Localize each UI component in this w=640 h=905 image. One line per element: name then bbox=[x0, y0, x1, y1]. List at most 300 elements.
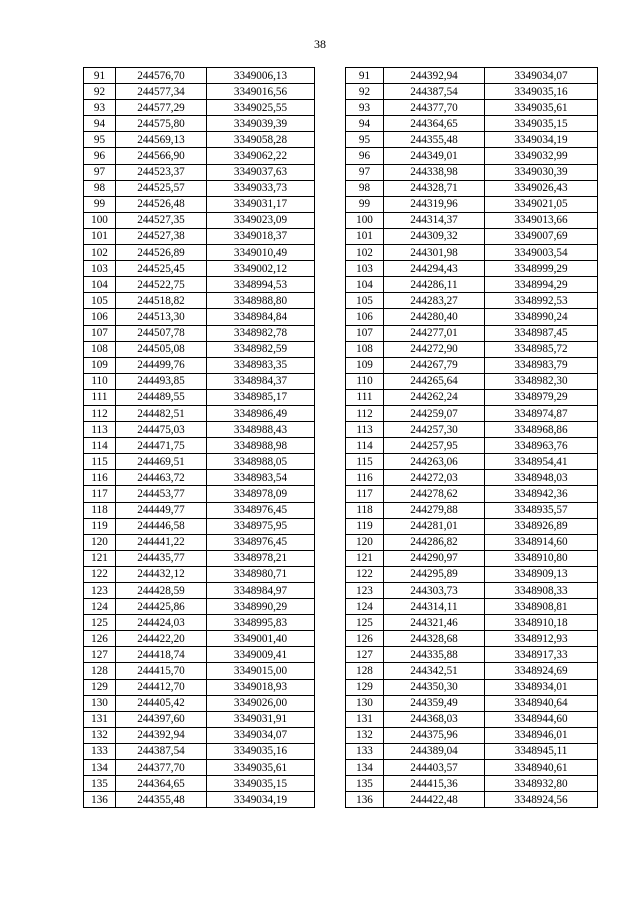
table-row bbox=[346, 405, 598, 421]
table-row bbox=[346, 68, 598, 84]
table-row bbox=[346, 470, 598, 486]
table-row bbox=[84, 743, 315, 759]
x-coordinate-cell: 244319,96 bbox=[384, 196, 485, 212]
table-row bbox=[84, 518, 315, 534]
point-number-cell: 92 bbox=[346, 84, 384, 100]
y-coordinate-cell: 3349001,40 bbox=[207, 631, 315, 647]
y-coordinate-cell: 3348932,80 bbox=[485, 776, 598, 792]
point-number-cell: 126 bbox=[346, 631, 384, 647]
x-coordinate-cell: 244377,70 bbox=[116, 760, 207, 776]
table-row bbox=[346, 196, 598, 212]
y-coordinate-cell: 3348924,69 bbox=[485, 663, 598, 679]
point-number-cell: 127 bbox=[346, 647, 384, 663]
table-row bbox=[346, 695, 598, 711]
table-row bbox=[84, 615, 315, 631]
table-row bbox=[346, 261, 598, 277]
x-coordinate-cell: 244387,54 bbox=[384, 84, 485, 100]
y-coordinate-cell: 3349015,00 bbox=[207, 663, 315, 679]
x-coordinate-cell: 244267,79 bbox=[384, 357, 485, 373]
x-coordinate-cell: 244463,72 bbox=[116, 470, 207, 486]
y-coordinate-cell: 3348948,03 bbox=[485, 470, 598, 486]
table-row bbox=[84, 711, 315, 727]
y-coordinate-cell: 3349039,39 bbox=[207, 116, 315, 132]
x-coordinate-cell: 244368,03 bbox=[384, 711, 485, 727]
table-row bbox=[84, 470, 315, 486]
table-row bbox=[84, 100, 315, 116]
x-coordinate-cell: 244412,70 bbox=[116, 679, 207, 695]
x-coordinate-cell: 244377,70 bbox=[384, 100, 485, 116]
y-coordinate-cell: 3349035,15 bbox=[485, 116, 598, 132]
y-coordinate-cell: 3348990,29 bbox=[207, 599, 315, 615]
point-number-cell: 98 bbox=[84, 180, 116, 196]
x-coordinate-cell: 244446,58 bbox=[116, 518, 207, 534]
table-row bbox=[346, 727, 598, 743]
y-coordinate-cell: 3348976,45 bbox=[207, 534, 315, 550]
table-row bbox=[346, 663, 598, 679]
y-coordinate-cell: 3348987,45 bbox=[485, 325, 598, 341]
x-coordinate-cell: 244435,77 bbox=[116, 550, 207, 566]
y-coordinate-cell: 3348982,59 bbox=[207, 341, 315, 357]
table-row bbox=[346, 228, 598, 244]
point-number-cell: 103 bbox=[346, 261, 384, 277]
x-coordinate-cell: 244566,90 bbox=[116, 148, 207, 164]
x-coordinate-cell: 244355,48 bbox=[384, 132, 485, 148]
y-coordinate-cell: 3348979,29 bbox=[485, 389, 598, 405]
table-row bbox=[84, 245, 315, 261]
x-coordinate-cell: 244328,68 bbox=[384, 631, 485, 647]
table-row bbox=[346, 164, 598, 180]
y-coordinate-cell: 3348985,17 bbox=[207, 389, 315, 405]
table-row bbox=[346, 341, 598, 357]
table-row bbox=[84, 309, 315, 325]
y-coordinate-cell: 3348990,24 bbox=[485, 309, 598, 325]
point-number-cell: 97 bbox=[346, 164, 384, 180]
y-coordinate-cell: 3349002,12 bbox=[207, 261, 315, 277]
table-row bbox=[346, 502, 598, 518]
x-coordinate-cell: 244259,07 bbox=[384, 405, 485, 421]
table-row bbox=[84, 647, 315, 663]
y-coordinate-cell: 3348995,83 bbox=[207, 615, 315, 631]
table-row bbox=[346, 438, 598, 454]
table-row bbox=[84, 196, 315, 212]
y-coordinate-cell: 3349023,09 bbox=[207, 212, 315, 228]
x-coordinate-cell: 244493,85 bbox=[116, 373, 207, 389]
point-number-cell: 116 bbox=[346, 470, 384, 486]
y-coordinate-cell: 3349025,55 bbox=[207, 100, 315, 116]
point-number-cell: 136 bbox=[346, 792, 384, 808]
point-number-cell: 131 bbox=[84, 711, 116, 727]
point-number-cell: 96 bbox=[84, 148, 116, 164]
x-coordinate-cell: 244338,98 bbox=[384, 164, 485, 180]
point-number-cell: 102 bbox=[346, 245, 384, 261]
x-coordinate-cell: 244314,37 bbox=[384, 212, 485, 228]
point-number-cell: 131 bbox=[346, 711, 384, 727]
y-coordinate-cell: 3349034,19 bbox=[485, 132, 598, 148]
x-coordinate-cell: 244475,03 bbox=[116, 422, 207, 438]
y-coordinate-cell: 3348945,11 bbox=[485, 743, 598, 759]
table-row bbox=[346, 743, 598, 759]
table-row bbox=[346, 760, 598, 776]
y-coordinate-cell: 3348988,05 bbox=[207, 454, 315, 470]
x-coordinate-cell: 244569,13 bbox=[116, 132, 207, 148]
table-row bbox=[84, 68, 315, 84]
point-number-cell: 91 bbox=[84, 68, 116, 84]
x-coordinate-cell: 244422,20 bbox=[116, 631, 207, 647]
point-number-cell: 124 bbox=[84, 599, 116, 615]
point-number-cell: 95 bbox=[346, 132, 384, 148]
point-number-cell: 94 bbox=[346, 116, 384, 132]
y-coordinate-cell: 3348980,71 bbox=[207, 566, 315, 582]
x-coordinate-cell: 244359,49 bbox=[384, 695, 485, 711]
y-coordinate-cell: 3348983,54 bbox=[207, 470, 315, 486]
point-number-cell: 120 bbox=[346, 534, 384, 550]
point-number-cell: 115 bbox=[84, 454, 116, 470]
point-number-cell: 100 bbox=[84, 212, 116, 228]
y-coordinate-cell: 3348985,72 bbox=[485, 341, 598, 357]
x-coordinate-cell: 244526,48 bbox=[116, 196, 207, 212]
table-row bbox=[84, 228, 315, 244]
x-coordinate-cell: 244364,65 bbox=[116, 776, 207, 792]
point-number-cell: 125 bbox=[84, 615, 116, 631]
table-row bbox=[346, 245, 598, 261]
point-number-cell: 92 bbox=[84, 84, 116, 100]
x-coordinate-cell: 244527,38 bbox=[116, 228, 207, 244]
x-coordinate-cell: 244415,36 bbox=[384, 776, 485, 792]
x-coordinate-cell: 244263,06 bbox=[384, 454, 485, 470]
point-number-cell: 108 bbox=[346, 341, 384, 357]
x-coordinate-cell: 244489,55 bbox=[116, 389, 207, 405]
y-coordinate-cell: 3348986,49 bbox=[207, 405, 315, 421]
table-row bbox=[346, 373, 598, 389]
table-row bbox=[84, 389, 315, 405]
point-number-cell: 111 bbox=[346, 389, 384, 405]
point-number-cell: 132 bbox=[84, 727, 116, 743]
y-coordinate-cell: 3349035,15 bbox=[207, 776, 315, 792]
point-number-cell: 104 bbox=[84, 277, 116, 293]
x-coordinate-cell: 244415,70 bbox=[116, 663, 207, 679]
table-row bbox=[346, 566, 598, 582]
x-coordinate-cell: 244387,54 bbox=[116, 743, 207, 759]
y-coordinate-cell: 3348963,76 bbox=[485, 438, 598, 454]
point-number-cell: 118 bbox=[84, 502, 116, 518]
y-coordinate-cell: 3348988,80 bbox=[207, 293, 315, 309]
y-coordinate-cell: 3348999,29 bbox=[485, 261, 598, 277]
table-row bbox=[346, 647, 598, 663]
point-number-cell: 114 bbox=[84, 438, 116, 454]
x-coordinate-cell: 244389,04 bbox=[384, 743, 485, 759]
y-coordinate-cell: 3349058,28 bbox=[207, 132, 315, 148]
x-coordinate-cell: 244342,51 bbox=[384, 663, 485, 679]
point-number-cell: 128 bbox=[84, 663, 116, 679]
x-coordinate-cell: 244335,88 bbox=[384, 647, 485, 663]
x-coordinate-cell: 244321,46 bbox=[384, 615, 485, 631]
table-row bbox=[346, 100, 598, 116]
table-row bbox=[84, 325, 315, 341]
y-coordinate-cell: 3348917,33 bbox=[485, 647, 598, 663]
y-coordinate-cell: 3348910,18 bbox=[485, 615, 598, 631]
y-coordinate-cell: 3349018,93 bbox=[207, 679, 315, 695]
y-coordinate-cell: 3348982,78 bbox=[207, 325, 315, 341]
table-row bbox=[84, 148, 315, 164]
coordinates-table-right-body bbox=[346, 68, 598, 808]
x-coordinate-cell: 244294,43 bbox=[384, 261, 485, 277]
point-number-cell: 128 bbox=[346, 663, 384, 679]
table-row bbox=[84, 792, 315, 808]
table-row bbox=[346, 550, 598, 566]
point-number-cell: 120 bbox=[84, 534, 116, 550]
x-coordinate-cell: 244522,75 bbox=[116, 277, 207, 293]
table-row bbox=[346, 792, 598, 808]
table-row bbox=[346, 776, 598, 792]
x-coordinate-cell: 244449,77 bbox=[116, 502, 207, 518]
y-coordinate-cell: 3348954,41 bbox=[485, 454, 598, 470]
table-row bbox=[346, 325, 598, 341]
point-number-cell: 91 bbox=[346, 68, 384, 84]
y-coordinate-cell: 3349030,39 bbox=[485, 164, 598, 180]
point-number-cell: 94 bbox=[84, 116, 116, 132]
y-coordinate-cell: 3348994,53 bbox=[207, 277, 315, 293]
table-row bbox=[84, 357, 315, 373]
table-row bbox=[346, 422, 598, 438]
point-number-cell: 105 bbox=[346, 293, 384, 309]
point-number-cell: 121 bbox=[84, 550, 116, 566]
y-coordinate-cell: 3348940,61 bbox=[485, 760, 598, 776]
table-row bbox=[346, 534, 598, 550]
x-coordinate-cell: 244505,08 bbox=[116, 341, 207, 357]
x-coordinate-cell: 244513,30 bbox=[116, 309, 207, 325]
table-row bbox=[346, 212, 598, 228]
point-number-cell: 134 bbox=[346, 760, 384, 776]
table-row bbox=[346, 389, 598, 405]
x-coordinate-cell: 244279,88 bbox=[384, 502, 485, 518]
table-row bbox=[84, 663, 315, 679]
table-row bbox=[346, 84, 598, 100]
point-number-cell: 119 bbox=[346, 518, 384, 534]
table-row bbox=[84, 566, 315, 582]
x-coordinate-cell: 244403,57 bbox=[384, 760, 485, 776]
x-coordinate-cell: 244576,70 bbox=[116, 68, 207, 84]
coordinates-table-left-body bbox=[84, 68, 315, 808]
point-number-cell: 93 bbox=[346, 100, 384, 116]
table-row bbox=[346, 583, 598, 599]
table-row bbox=[346, 518, 598, 534]
table-row bbox=[346, 116, 598, 132]
x-coordinate-cell: 244471,75 bbox=[116, 438, 207, 454]
y-coordinate-cell: 3349034,07 bbox=[485, 68, 598, 84]
y-coordinate-cell: 3349018,37 bbox=[207, 228, 315, 244]
table-row bbox=[84, 132, 315, 148]
x-coordinate-cell: 244424,03 bbox=[116, 615, 207, 631]
table-row bbox=[84, 727, 315, 743]
y-coordinate-cell: 3349007,69 bbox=[485, 228, 598, 244]
point-number-cell: 132 bbox=[346, 727, 384, 743]
x-coordinate-cell: 244428,59 bbox=[116, 583, 207, 599]
point-number-cell: 116 bbox=[84, 470, 116, 486]
table-row bbox=[84, 405, 315, 421]
point-number-cell: 129 bbox=[346, 679, 384, 695]
y-coordinate-cell: 3348926,89 bbox=[485, 518, 598, 534]
table-row bbox=[84, 180, 315, 196]
point-number-cell: 122 bbox=[346, 566, 384, 582]
point-number-cell: 133 bbox=[346, 743, 384, 759]
y-coordinate-cell: 3349034,07 bbox=[207, 727, 315, 743]
x-coordinate-cell: 244526,89 bbox=[116, 245, 207, 261]
point-number-cell: 130 bbox=[346, 695, 384, 711]
point-number-cell: 95 bbox=[84, 132, 116, 148]
y-coordinate-cell: 3348975,95 bbox=[207, 518, 315, 534]
x-coordinate-cell: 244397,60 bbox=[116, 711, 207, 727]
table-row bbox=[84, 454, 315, 470]
y-coordinate-cell: 3348992,53 bbox=[485, 293, 598, 309]
point-number-cell: 110 bbox=[84, 373, 116, 389]
x-coordinate-cell: 244577,29 bbox=[116, 100, 207, 116]
y-coordinate-cell: 3348983,79 bbox=[485, 357, 598, 373]
x-coordinate-cell: 244355,48 bbox=[116, 792, 207, 808]
table-row bbox=[346, 180, 598, 196]
point-number-cell: 113 bbox=[346, 422, 384, 438]
x-coordinate-cell: 244290,97 bbox=[384, 550, 485, 566]
x-coordinate-cell: 244432,12 bbox=[116, 566, 207, 582]
point-number-cell: 123 bbox=[346, 583, 384, 599]
y-coordinate-cell: 3349035,61 bbox=[485, 100, 598, 116]
table-row bbox=[84, 422, 315, 438]
point-number-cell: 125 bbox=[346, 615, 384, 631]
x-coordinate-cell: 244453,77 bbox=[116, 486, 207, 502]
x-coordinate-cell: 244507,78 bbox=[116, 325, 207, 341]
point-number-cell: 109 bbox=[84, 357, 116, 373]
y-coordinate-cell: 3348978,09 bbox=[207, 486, 315, 502]
table-row bbox=[84, 261, 315, 277]
point-number-cell: 114 bbox=[346, 438, 384, 454]
x-coordinate-cell: 244265,64 bbox=[384, 373, 485, 389]
point-number-cell: 106 bbox=[346, 309, 384, 325]
x-coordinate-cell: 244422,48 bbox=[384, 792, 485, 808]
y-coordinate-cell: 3348994,29 bbox=[485, 277, 598, 293]
point-number-cell: 118 bbox=[346, 502, 384, 518]
point-number-cell: 93 bbox=[84, 100, 116, 116]
y-coordinate-cell: 3348988,98 bbox=[207, 438, 315, 454]
x-coordinate-cell: 244441,22 bbox=[116, 534, 207, 550]
point-number-cell: 99 bbox=[84, 196, 116, 212]
point-number-cell: 127 bbox=[84, 647, 116, 663]
x-coordinate-cell: 244257,95 bbox=[384, 438, 485, 454]
point-number-cell: 98 bbox=[346, 180, 384, 196]
point-number-cell: 101 bbox=[346, 228, 384, 244]
y-coordinate-cell: 3349035,61 bbox=[207, 760, 315, 776]
x-coordinate-cell: 244295,89 bbox=[384, 566, 485, 582]
x-coordinate-cell: 244349,01 bbox=[384, 148, 485, 164]
point-number-cell: 111 bbox=[84, 389, 116, 405]
point-number-cell: 110 bbox=[346, 373, 384, 389]
table-row bbox=[346, 148, 598, 164]
y-coordinate-cell: 3349016,56 bbox=[207, 84, 315, 100]
point-number-cell: 104 bbox=[346, 277, 384, 293]
x-coordinate-cell: 244577,34 bbox=[116, 84, 207, 100]
point-number-cell: 130 bbox=[84, 695, 116, 711]
y-coordinate-cell: 3348940,64 bbox=[485, 695, 598, 711]
x-coordinate-cell: 244277,01 bbox=[384, 325, 485, 341]
table-row bbox=[84, 486, 315, 502]
x-coordinate-cell: 244301,98 bbox=[384, 245, 485, 261]
table-row bbox=[84, 534, 315, 550]
y-coordinate-cell: 3348910,80 bbox=[485, 550, 598, 566]
point-number-cell: 126 bbox=[84, 631, 116, 647]
x-coordinate-cell: 244262,24 bbox=[384, 389, 485, 405]
table-row bbox=[84, 116, 315, 132]
table-row bbox=[346, 679, 598, 695]
y-coordinate-cell: 3348908,33 bbox=[485, 583, 598, 599]
x-coordinate-cell: 244375,96 bbox=[384, 727, 485, 743]
y-coordinate-cell: 3348935,57 bbox=[485, 502, 598, 518]
x-coordinate-cell: 244272,03 bbox=[384, 470, 485, 486]
table-row bbox=[84, 583, 315, 599]
y-coordinate-cell: 3349035,16 bbox=[485, 84, 598, 100]
point-number-cell: 117 bbox=[346, 486, 384, 502]
x-coordinate-cell: 244575,80 bbox=[116, 116, 207, 132]
x-coordinate-cell: 244392,94 bbox=[116, 727, 207, 743]
table-row bbox=[84, 776, 315, 792]
y-coordinate-cell: 3348908,81 bbox=[485, 599, 598, 615]
table-row bbox=[346, 132, 598, 148]
x-coordinate-cell: 244278,62 bbox=[384, 486, 485, 502]
x-coordinate-cell: 244286,11 bbox=[384, 277, 485, 293]
point-number-cell: 112 bbox=[84, 405, 116, 421]
x-coordinate-cell: 244527,35 bbox=[116, 212, 207, 228]
y-coordinate-cell: 3349026,00 bbox=[207, 695, 315, 711]
point-number-cell: 107 bbox=[346, 325, 384, 341]
y-coordinate-cell: 3349031,17 bbox=[207, 196, 315, 212]
x-coordinate-cell: 244350,30 bbox=[384, 679, 485, 695]
point-number-cell: 101 bbox=[84, 228, 116, 244]
y-coordinate-cell: 3349006,13 bbox=[207, 68, 315, 84]
table-row bbox=[84, 502, 315, 518]
y-coordinate-cell: 3348924,56 bbox=[485, 792, 598, 808]
table-row bbox=[346, 631, 598, 647]
table-row bbox=[84, 631, 315, 647]
y-coordinate-cell: 3348976,45 bbox=[207, 502, 315, 518]
x-coordinate-cell: 244272,90 bbox=[384, 341, 485, 357]
point-number-cell: 97 bbox=[84, 164, 116, 180]
y-coordinate-cell: 3349021,05 bbox=[485, 196, 598, 212]
point-number-cell: 121 bbox=[346, 550, 384, 566]
y-coordinate-cell: 3348942,36 bbox=[485, 486, 598, 502]
x-coordinate-cell: 244525,45 bbox=[116, 261, 207, 277]
x-coordinate-cell: 244523,37 bbox=[116, 164, 207, 180]
point-number-cell: 115 bbox=[346, 454, 384, 470]
table-row bbox=[346, 277, 598, 293]
table-row bbox=[346, 615, 598, 631]
point-number-cell: 135 bbox=[346, 776, 384, 792]
x-coordinate-cell: 244364,65 bbox=[384, 116, 485, 132]
y-coordinate-cell: 3349010,49 bbox=[207, 245, 315, 261]
x-coordinate-cell: 244309,32 bbox=[384, 228, 485, 244]
point-number-cell: 122 bbox=[84, 566, 116, 582]
point-number-cell: 103 bbox=[84, 261, 116, 277]
y-coordinate-cell: 3349003,54 bbox=[485, 245, 598, 261]
y-coordinate-cell: 3348944,60 bbox=[485, 711, 598, 727]
x-coordinate-cell: 244257,30 bbox=[384, 422, 485, 438]
table-row bbox=[84, 550, 315, 566]
table-row bbox=[84, 84, 315, 100]
x-coordinate-cell: 244499,76 bbox=[116, 357, 207, 373]
table-row bbox=[84, 695, 315, 711]
x-coordinate-cell: 244418,74 bbox=[116, 647, 207, 663]
table-row bbox=[84, 277, 315, 293]
x-coordinate-cell: 244482,51 bbox=[116, 405, 207, 421]
x-coordinate-cell: 244314,11 bbox=[384, 599, 485, 615]
point-number-cell: 106 bbox=[84, 309, 116, 325]
y-coordinate-cell: 3348982,30 bbox=[485, 373, 598, 389]
